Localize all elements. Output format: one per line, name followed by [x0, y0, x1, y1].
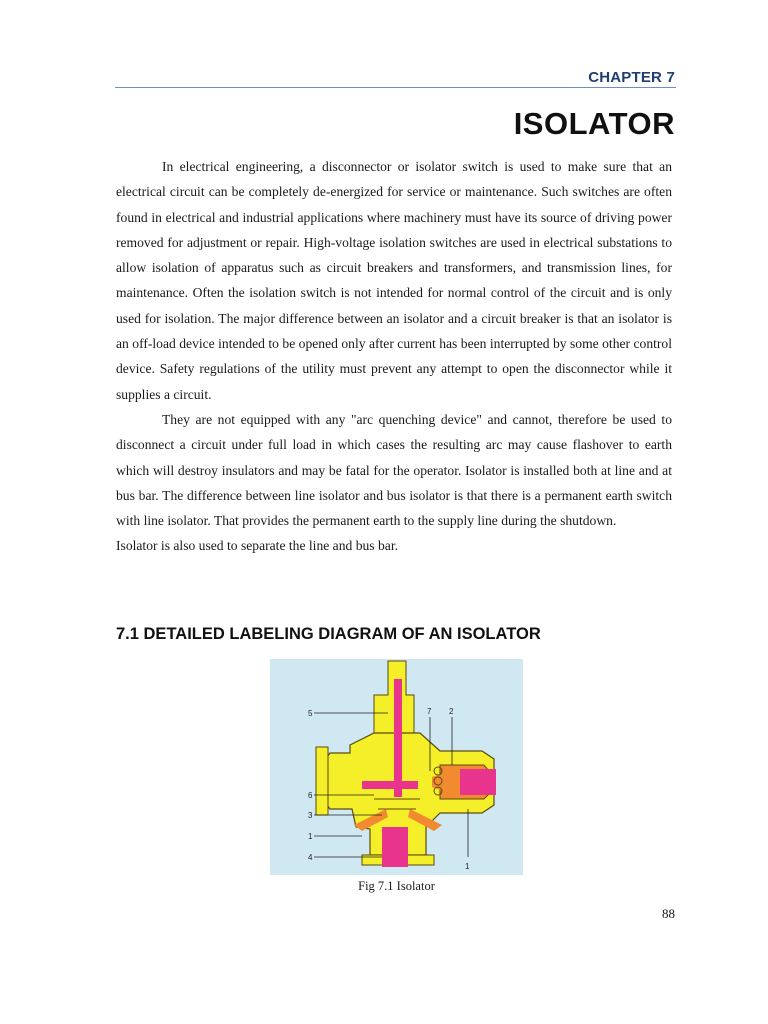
header-divider — [115, 87, 676, 88]
callout-label: 5 — [308, 709, 313, 718]
callout-label: 6 — [308, 791, 313, 800]
page-number: 88 — [662, 906, 675, 921]
conductor-base — [382, 827, 408, 867]
right-terminal — [460, 769, 496, 795]
callout-label: 3 — [308, 811, 313, 820]
left-flange — [316, 747, 328, 815]
callout-label: 1 — [308, 832, 313, 841]
callout-label: 4 — [308, 853, 313, 862]
figure-caption: Fig 7.1 Isolator — [358, 879, 435, 893]
paragraph: Isolator is also used to separate the line and bus bar. — [116, 538, 398, 554]
paragraph: They are not equipped with any "arc quenching device" and cannot, therefore be used to disconnect a circuit under full load in which cases the resulting arc may cause flashover to earth which will destroy insulators and may be fatal for the operator. Isolator is installed both at line and at bus bar. The difference between line isolator and bus isolator is that there is a permanent earth switch with line isolator. That provides the permanent earth to the supply line during the shutdown. — [116, 411, 672, 529]
isolator-diagram — [270, 659, 523, 875]
callout-label: 7 — [427, 707, 432, 716]
conductor-stem — [394, 679, 402, 797]
conductor-crossbar — [362, 781, 418, 789]
paragraph: In electrical engineering, a disconnector or isolator switch is used to make sure that an electrical circuit can be completely de-energized for service or maintenance. Such switches are often found in electrical and industrial applications where machinery must have its source of driving power removed for adjustment or repair. High-voltage isolation switches are used in electrical substations to allow isolation of apparatus such as circuit breakers and transformers, and transmission lines, for maintenance. Often the isolation switch is not intended for normal control of the circuit and is only used for isolation. The major difference between an isolator and a circuit breaker is that an isolator is an off-load device intended to be opened only after current has been interrupted by some other control device. Safety regulations of the utility must prevent any attempt to open the disconnector while it supplies a circuit. — [116, 159, 672, 402]
section-heading: 7.1 DETAILED LABELING DIAGRAM OF AN ISOLATOR — [116, 625, 541, 643]
page-title: ISOLATOR — [513, 106, 675, 141]
chapter-label: CHAPTER 7 — [588, 69, 675, 86]
callout-label: 2 — [449, 707, 454, 716]
callout-label: 1 — [465, 862, 470, 871]
body-text — [116, 154, 672, 559]
